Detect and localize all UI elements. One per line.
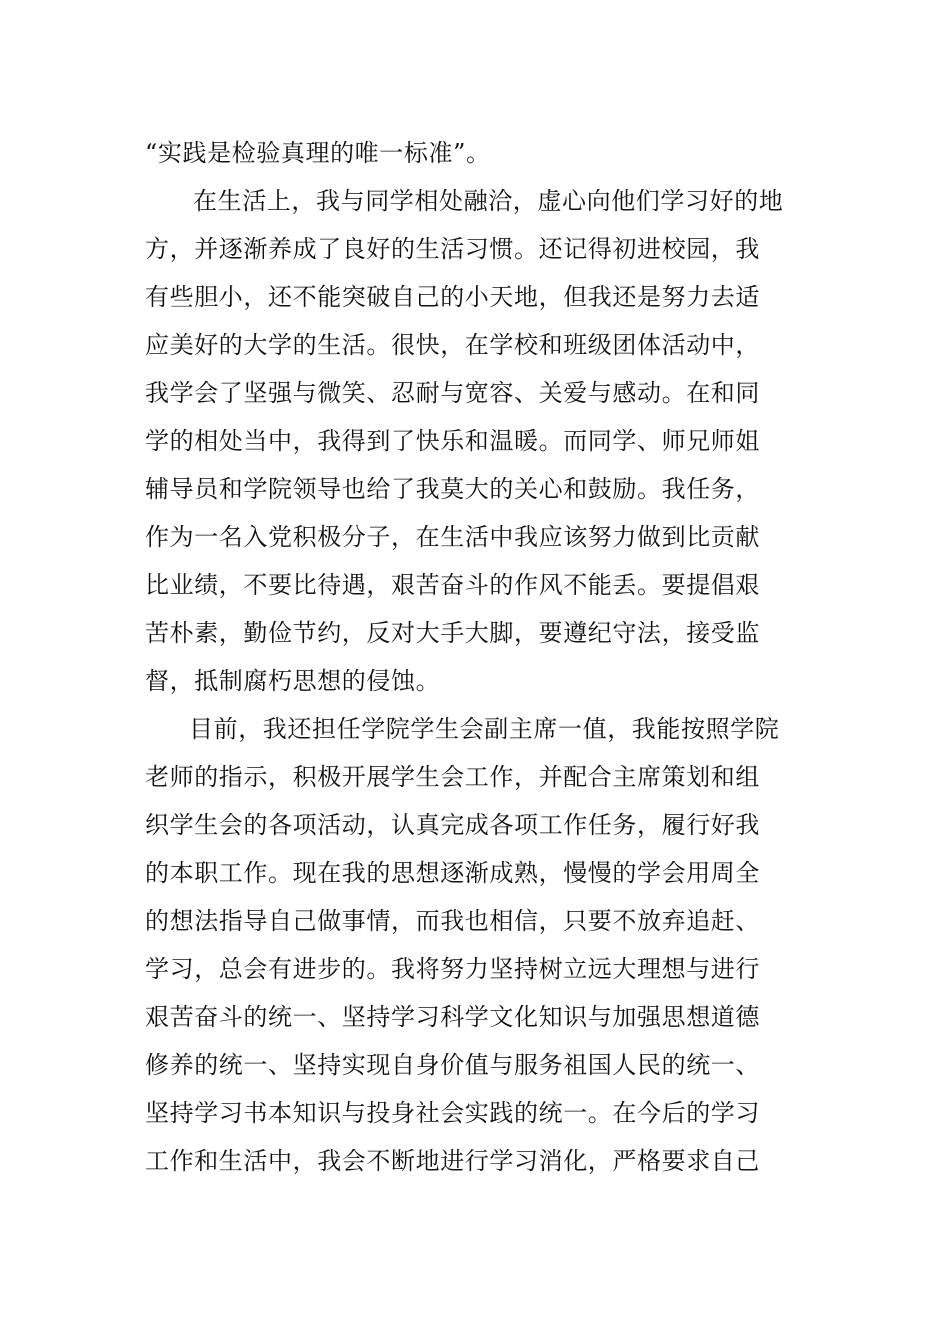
text-line: 比业绩，不要比待遇，艰苦奋斗的作风不能丢。要提倡艰 — [145, 571, 760, 599]
text-line: 学习，总会有进步的。我将努力坚持树立远大理想与进行 — [145, 955, 760, 983]
text-line: 修养的统一、坚持实现自身价值与服务祖国人民的统一、 — [145, 1051, 760, 1079]
text-line: 辅导员和学院领导也给了我莫大的关心和鼓励。我任务， — [145, 475, 760, 503]
text-line: 织学生会的各项活动，认真完成各项工作任务，履行好我 — [145, 811, 760, 839]
paragraph-first-line: 在生活上，我与同学相处融洽，虚心向他们学习好的地 — [193, 187, 784, 215]
text-line: 我学会了坚强与微笑、忍耐与宽容、关爱与感动。在和同 — [145, 379, 760, 407]
text-line: 苦朴素，勤俭节约，反对大手大脚，要遵纪守法，接受监 — [145, 619, 760, 647]
text-line: 的想法指导自己做事情，而我也相信，只要不放弃追赶、 — [145, 907, 760, 935]
text-line: 艰苦奋斗的统一、坚持学习科学文化知识与加强思想道德 — [145, 1003, 760, 1031]
text-line: 学的相处当中，我得到了快乐和温暖。而同学、师兄师姐 — [145, 427, 760, 455]
text-line: “实践是检验真理的唯一标准”。 — [145, 139, 491, 167]
text-line: 应美好的大学的生活。很快，在学校和班级团体活动中， — [145, 331, 760, 359]
text-line: 作为一名入党积极分子，在生活中我应该努力做到比贡献 — [145, 523, 760, 551]
paragraph-first-line: 目前，我还担任学院学生会副主席一值，我能按照学院 — [189, 715, 780, 743]
text-line: 有些胆小，还不能突破自己的小天地，但我还是努力去适 — [145, 283, 760, 311]
text-line: 方，并逐渐养成了良好的生活习惯。还记得初进校园，我 — [145, 235, 760, 263]
text-line: 坚持学习书本知识与投身社会实践的统一。在今后的学习 — [145, 1099, 760, 1127]
text-line: 老师的指示，积极开展学生会工作，并配合主席策划和组 — [145, 763, 760, 791]
text-line: 工作和生活中，我会不断地进行学习消化，严格要求自己 — [145, 1147, 760, 1175]
text-line: 督，抵制腐朽思想的侵蚀。 — [145, 667, 441, 695]
text-line: 的本职工作。现在我的思想逐渐成熟，慢慢的学会用周全 — [145, 859, 760, 887]
